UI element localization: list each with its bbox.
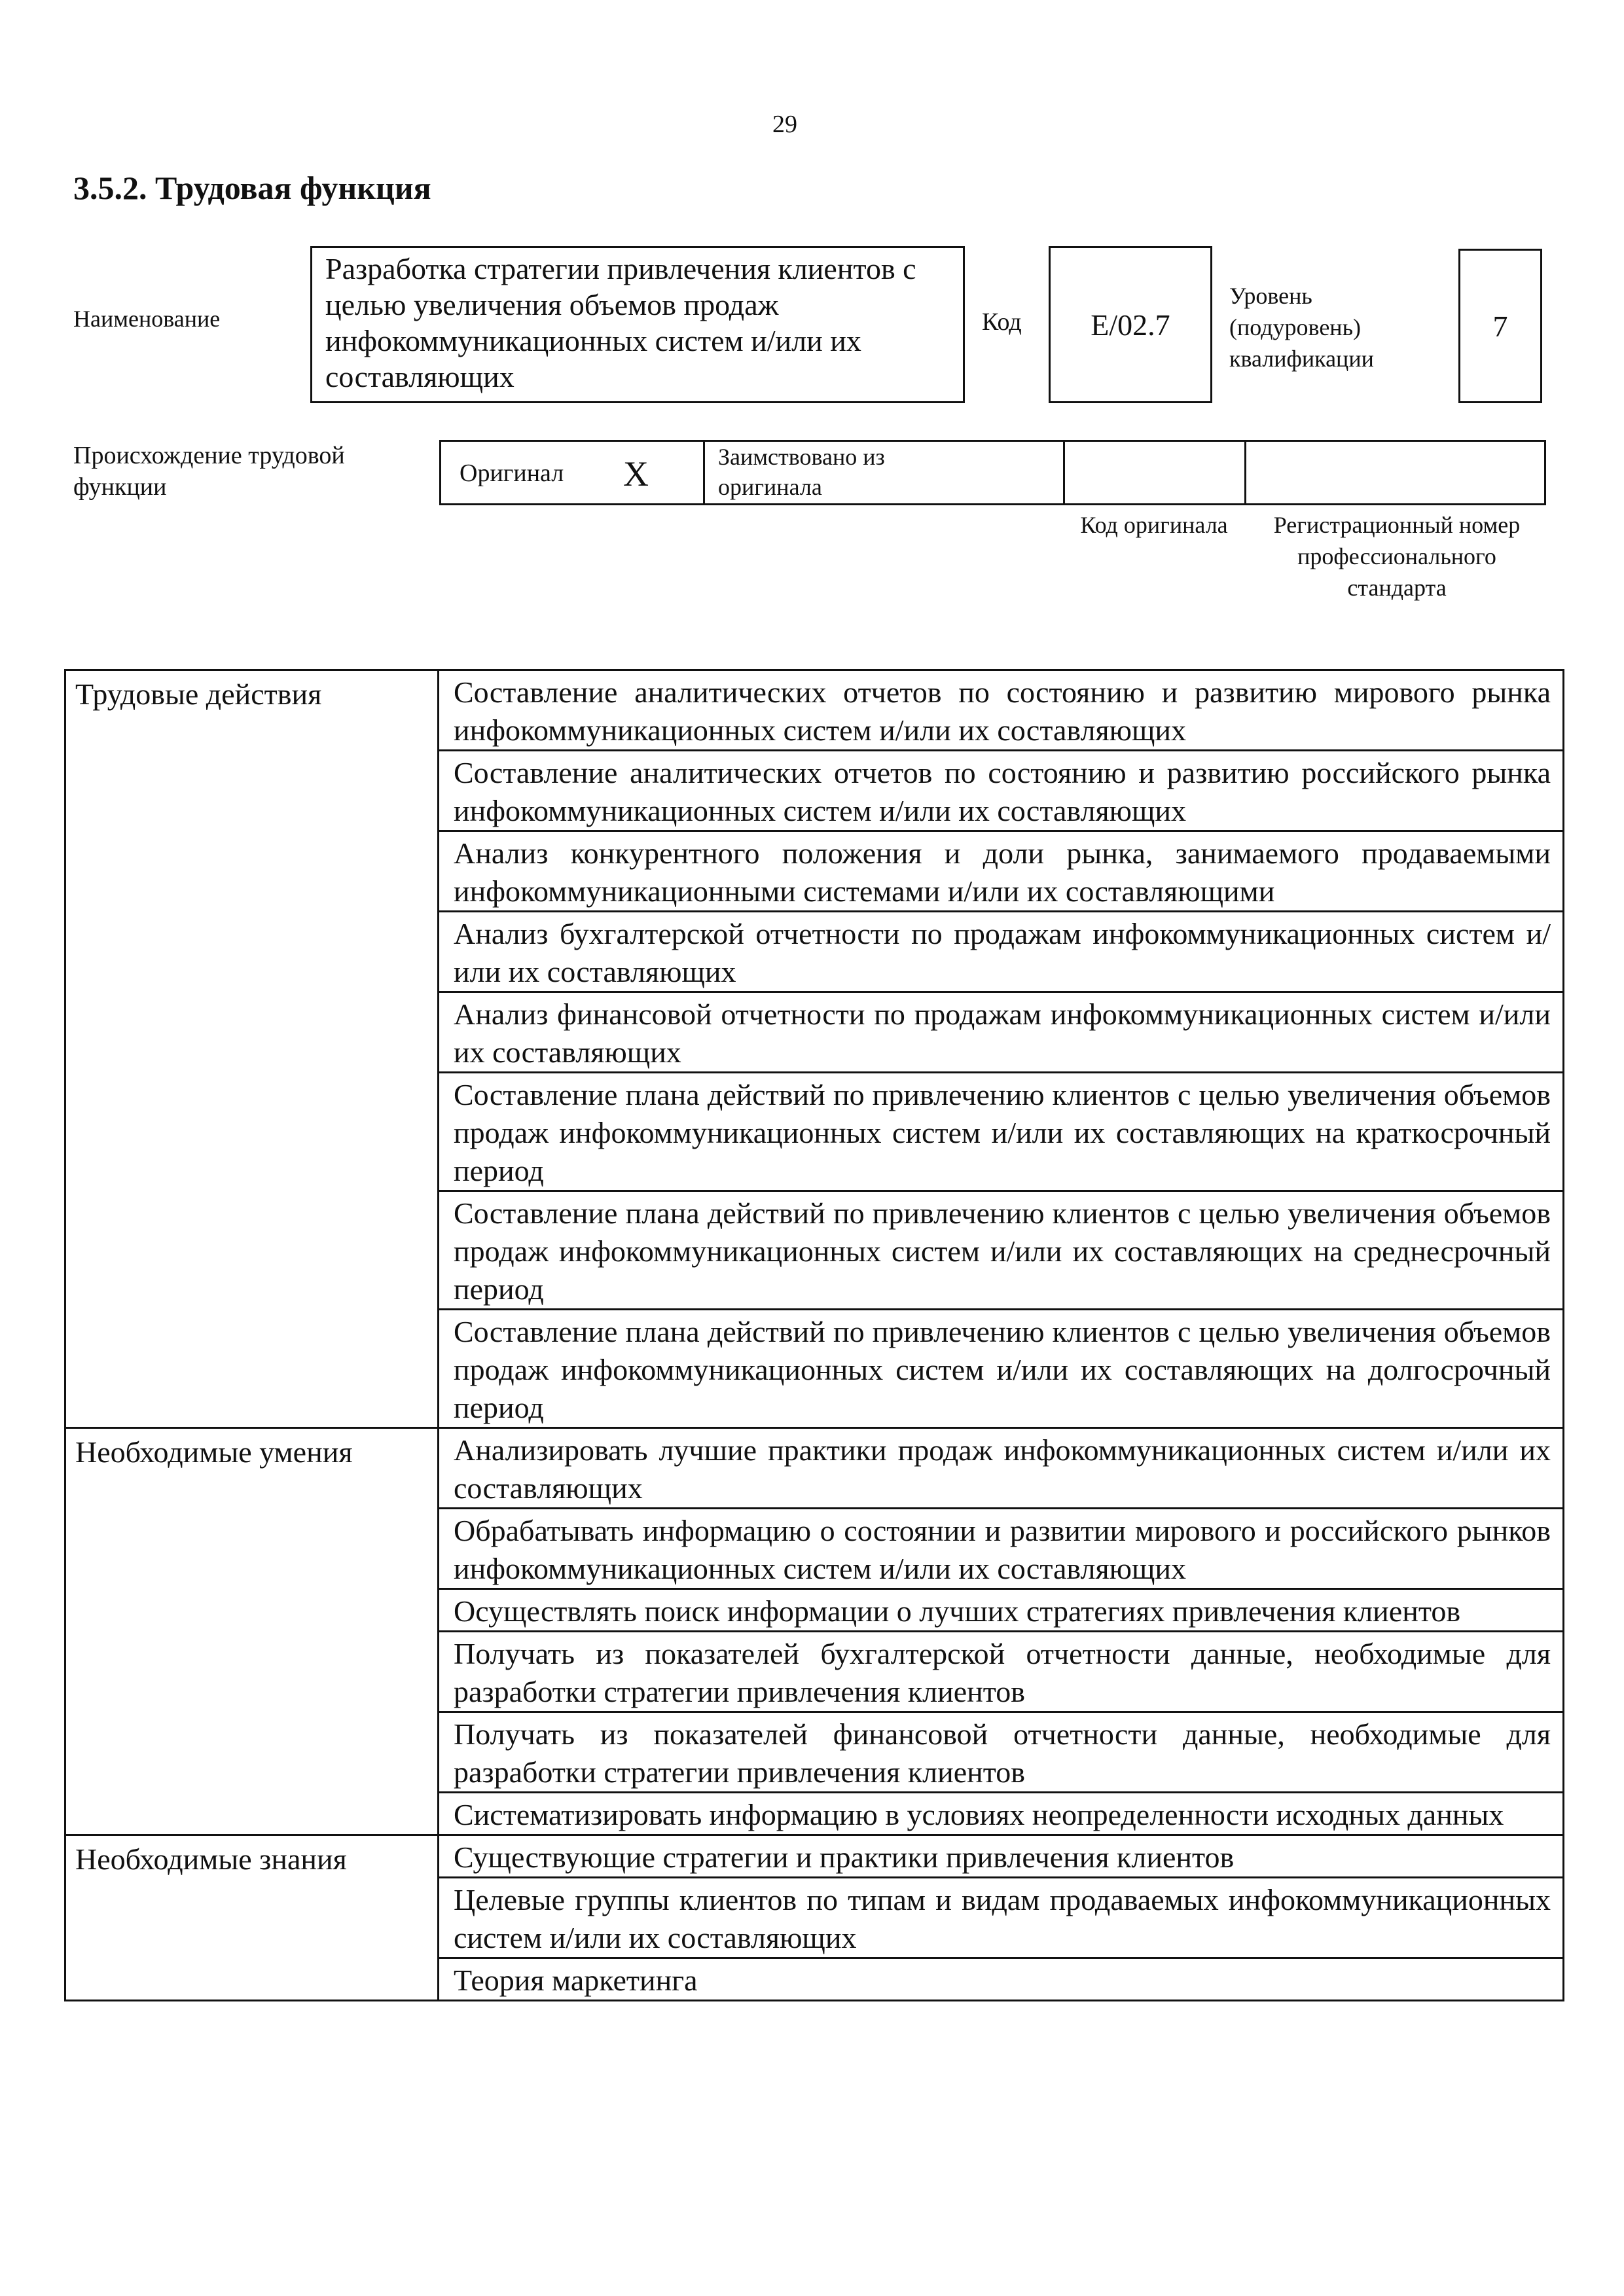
table-cell xyxy=(439,1191,1564,1310)
origin-label: Происхождение трудовой функции xyxy=(73,442,345,501)
table-cell xyxy=(439,1632,1564,1712)
list-item: Анализ бухгалтерской отчетности по продажам инфокоммуникационных систем и/или их составляющих xyxy=(454,917,1551,988)
list-item: Осуществлять поиск информации о лучших стратегиях привлечения клиентов xyxy=(454,1594,1461,1628)
original-label: Оригинал xyxy=(460,459,564,487)
table-cell xyxy=(439,1835,1564,1878)
list-item: Систематизировать информацию в условиях неопределенности исходных данных xyxy=(454,1798,1504,1831)
table-cell xyxy=(439,831,1564,912)
code-value: E/02.7 xyxy=(1091,308,1170,342)
page-number: 29 xyxy=(772,111,797,138)
table-cell xyxy=(439,1712,1564,1793)
origin-borrowed-cell xyxy=(703,440,1065,505)
level-value: 7 xyxy=(1492,309,1508,343)
registration-caption: Регистрационный номер профессионального стандарта xyxy=(1273,512,1521,601)
original-mark: X xyxy=(623,454,649,493)
section-title: 3.5.2. Трудовая функция xyxy=(73,170,431,206)
list-item: Анализировать лучшие практики продаж инфокоммуникационных систем и/или их составляющих xyxy=(454,1433,1551,1505)
level-box xyxy=(1458,249,1542,403)
table-cell xyxy=(439,1073,1564,1191)
group-label: Необходимые умения xyxy=(75,1435,353,1469)
list-item: Анализ финансовой отчетности по продажам инфокоммуникационных систем и/или их составляющих xyxy=(454,997,1551,1069)
registration-number-cell xyxy=(1244,440,1546,505)
original-code-cell xyxy=(1063,440,1246,505)
list-item: Составление аналитических отчетов по состоянию и развитию мирового рынка инфокоммуникационных систем и/или их составляющих xyxy=(454,675,1551,747)
code-label: Код xyxy=(982,308,1022,336)
original-code-caption: Код оригинала xyxy=(1080,512,1228,538)
table-cell xyxy=(439,1310,1564,1428)
table-cell xyxy=(439,1589,1564,1632)
table-cell xyxy=(439,992,1564,1073)
table-row xyxy=(65,1835,1564,1878)
list-item: Целевые группы клиентов по типам и видам продаваемых инфокоммуникационных систем и/или их составляющих xyxy=(454,1883,1551,1954)
table-cell xyxy=(439,1428,1564,1509)
borrowed-label: Заимствовано из оригинала xyxy=(718,444,885,500)
list-item: Составление аналитических отчетов по состоянию и развитию российского рынка инфокоммуникационных систем и/или их составляющих xyxy=(454,756,1551,827)
table-cell xyxy=(439,1878,1564,1958)
function-name-text: Разработка стратегии привлечения клиентов с целью увеличения объемов продаж инфокоммуникационных систем и/или их составляющих xyxy=(325,252,916,393)
list-item: Получать из показателей бухгалтерской отчетности данные, необходимые для разработки стратегии привлечения клиентов xyxy=(454,1637,1551,1708)
table-row xyxy=(65,670,1564,751)
table-cell xyxy=(439,670,1564,751)
list-item: Существующие стратегии и практики привлечения клиентов xyxy=(454,1840,1235,1874)
origin-table xyxy=(441,440,1546,505)
list-item: Анализ конкурентного положения и доли рынка, занимаемого продаваемыми инфокоммуникационными системами и/или их составляющими xyxy=(454,836,1551,908)
group-cell xyxy=(65,1835,439,2001)
group-cell xyxy=(65,1428,439,1835)
list-item: Теория маркетинга xyxy=(454,1964,698,1997)
table-cell xyxy=(439,751,1564,831)
table-cell xyxy=(439,1958,1564,2001)
group-cell xyxy=(65,670,439,1428)
function-details-table xyxy=(64,669,1564,2001)
group-label: Трудовые действия xyxy=(75,677,322,711)
list-item: Обрабатывать информацию о состоянии и развитии мирового и российского рынков инфокоммуникационных систем и/или их составляющих xyxy=(454,1514,1551,1585)
table-cell xyxy=(439,1793,1564,1835)
list-item: Получать из показателей финансовой отчетности данные, необходимые для разработки стратегии привлечения клиентов xyxy=(454,1717,1551,1789)
name-label: Наименование xyxy=(73,306,221,332)
function-name-box xyxy=(310,246,965,403)
table-cell xyxy=(439,912,1564,992)
code-box xyxy=(1049,246,1212,403)
group-label: Необходимые знания xyxy=(75,1842,347,1876)
list-item: Составление плана действий по привлечению клиентов с целью увеличения объемов продаж инфокоммуникационных систем и/или их составляющих на долгосрочный период xyxy=(454,1315,1551,1424)
table-cell xyxy=(439,1509,1564,1589)
origin-original-cell xyxy=(439,440,705,505)
level-label: Уровень (подуровень) квалификации xyxy=(1229,283,1374,372)
list-item: Составление плана действий по привлечению клиентов с целью увеличения объемов продаж инфокоммуникационных систем и/или их составляющих на краткосрочный период xyxy=(454,1078,1551,1187)
table-row xyxy=(65,1428,1564,1509)
list-item: Составление плана действий по привлечению клиентов с целью увеличения объемов продаж инфокоммуникационных систем и/или их составляющих на среднесрочный период xyxy=(454,1196,1551,1306)
